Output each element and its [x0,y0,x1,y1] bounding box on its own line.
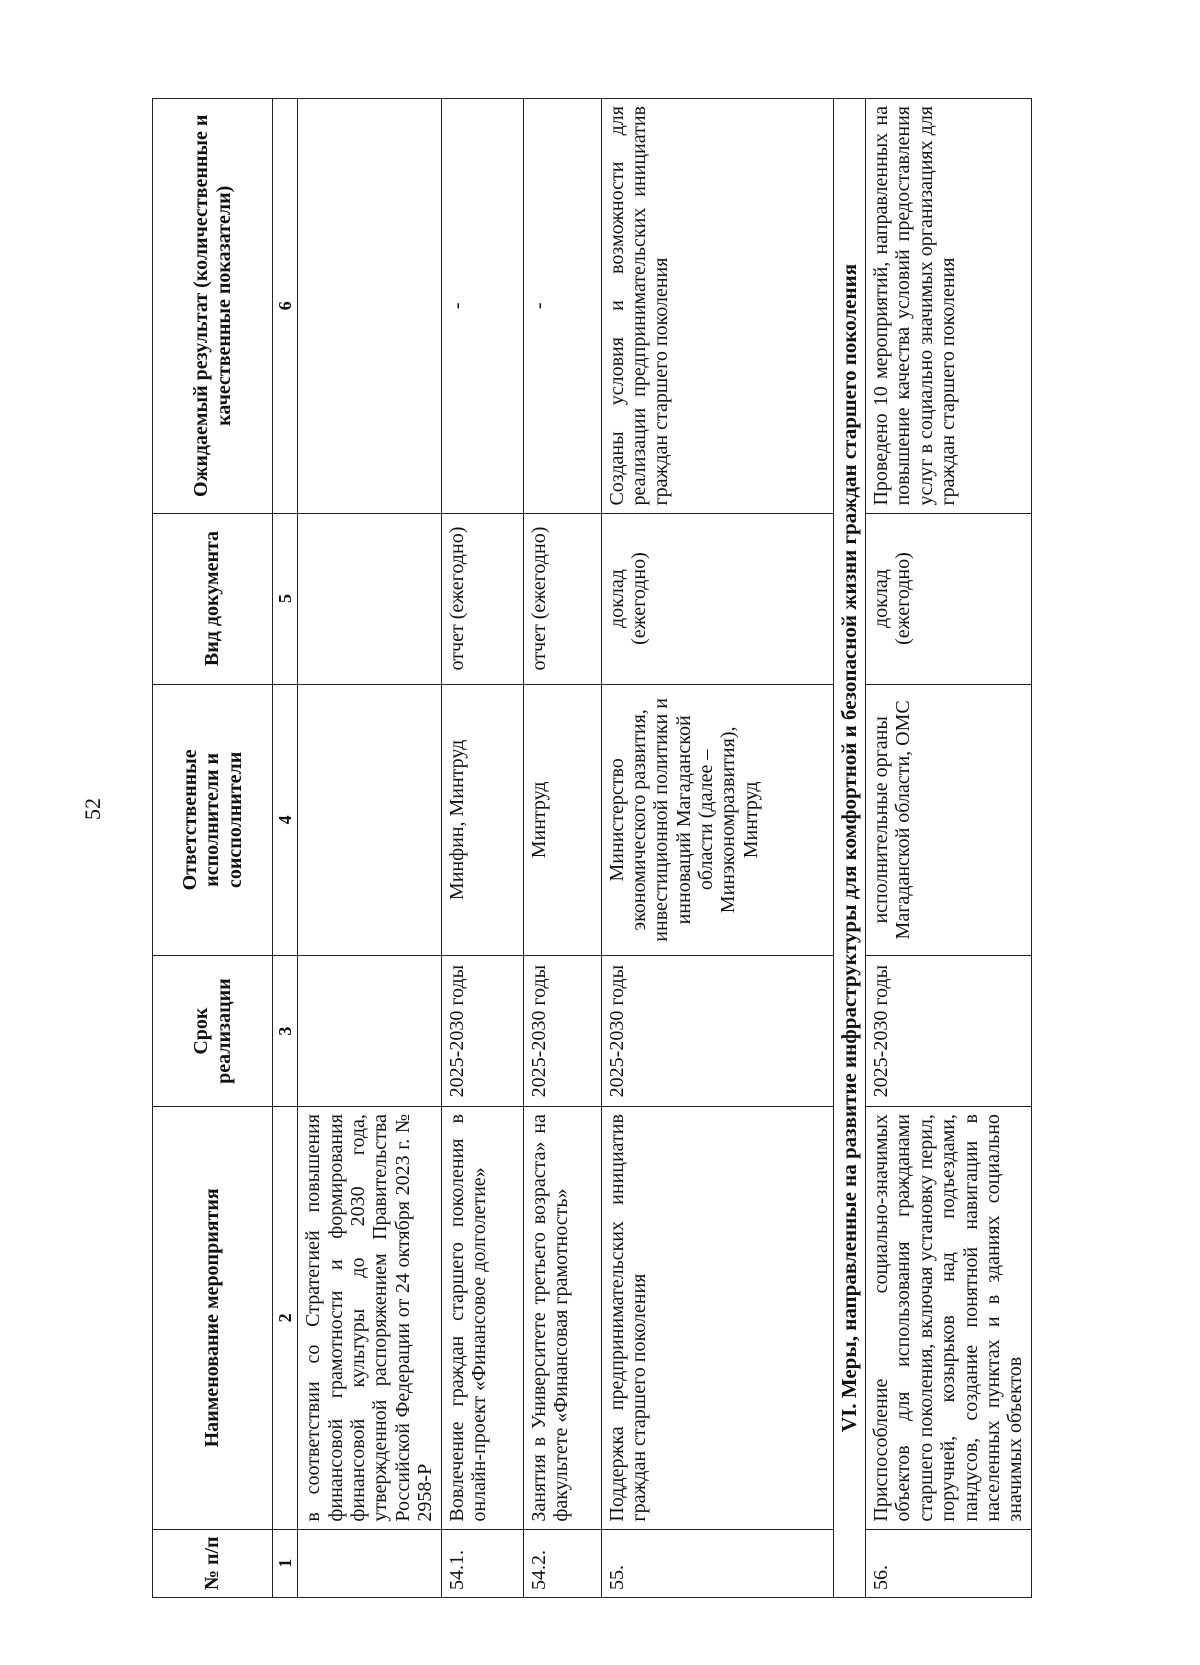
column-number: 5 [273,513,298,684]
section-title: VI. Меры, направленные на развитие инфраструктуры для комфортной и безопасной жизни граждан старшего поколения [833,99,866,1598]
table-row [866,99,1032,1598]
header-responsible: Ответственные исполнители и соисполнители [153,684,273,956]
row-name: в соответствии со Стратегией повышения финансовой грамотности и формирования финансовой культуры до 2030 года, утвержденной распоряжением Правительства Российской Федерации от 24 октября 2023 г. № 2958-Р [298,1107,441,1530]
row-responsible: Минфин, Минтруд [441,684,523,956]
row-num: 56. [866,1529,1032,1597]
row-result: Созданы условия и возможности для реализации предпринимательских инициатив граждан старшего поколения [601,99,833,514]
row-term: 2025-2030 годы [441,956,523,1107]
column-number: 3 [273,956,298,1107]
row-doc: доклад (ежегодно) [866,513,1032,684]
column-number: 4 [273,684,298,956]
column-number: 6 [273,99,298,514]
table-row [298,99,441,1598]
row-name: Вовлечение граждан старшего поколения в онлайн-проект «Финансовое долголетие» [441,1107,523,1530]
row-responsible: исполнительные органы Магаданской области, ОМС [866,684,1032,956]
row-doc [298,513,441,684]
header-row [153,99,273,1598]
header-result: Ожидаемый результат (количественные и качественные показатели) [153,99,273,514]
row-name: Приспособление социально-значимых объектов для использования гражданами старшего поколения, включая установку перил, поручней, козырьков над подъездами, пандусов, создание понятной навигации в населенных пунктах и в зданиях социально значимых объектов [866,1107,1032,1530]
row-doc: доклад (ежегодно) [601,513,833,684]
row-term [298,956,441,1107]
table-row [523,99,601,1598]
row-responsible [298,684,441,956]
column-number: 2 [273,1107,298,1530]
row-doc: отчет (ежегодно) [441,513,523,684]
row-num: 55. [601,1529,833,1597]
row-doc: отчет (ежегодно) [523,513,601,684]
header-num: № п/п [153,1529,273,1597]
column-number: 1 [273,1529,298,1597]
header-doc: Вид документа [153,513,273,684]
column-number-row [273,99,298,1598]
row-result: - [523,99,601,514]
rotated-table-wrapper [152,98,1027,1598]
measures-table [152,98,1032,1598]
row-result: Проведено 10 мероприятий, направленных на повышение качества условий предоставления услуг в социально значимых организациях для граждан старшего поколения [866,99,1032,514]
row-term: 2025-2030 годы [601,956,833,1107]
row-num: 54.2. [523,1529,601,1597]
header-term: Срок реализации [153,956,273,1107]
table-row [441,99,523,1598]
table-row [601,99,833,1598]
row-result: - [441,99,523,514]
row-term: 2025-2030 годы [523,956,601,1107]
row-responsible: Министерство экономического развития, инвестиционной политики и инноваций Магаданской области (далее – Минэкономразвития), Минтруд [601,684,833,956]
row-name: Занятия в Университете третьего возраста» на факультете «Финансовая грамотность» [523,1107,601,1530]
header-name: Наименование мероприятия [153,1107,273,1530]
row-result [298,99,441,514]
row-num: 54.1. [441,1529,523,1597]
section-row [833,99,866,1598]
row-num [298,1529,441,1597]
row-responsible: Минтруд [523,684,601,956]
row-term: 2025-2030 годы [866,956,1032,1107]
page-number: 52 [80,798,105,820]
row-name: Поддержка предпринимательских инициатив граждан старшего поколения [601,1107,833,1530]
